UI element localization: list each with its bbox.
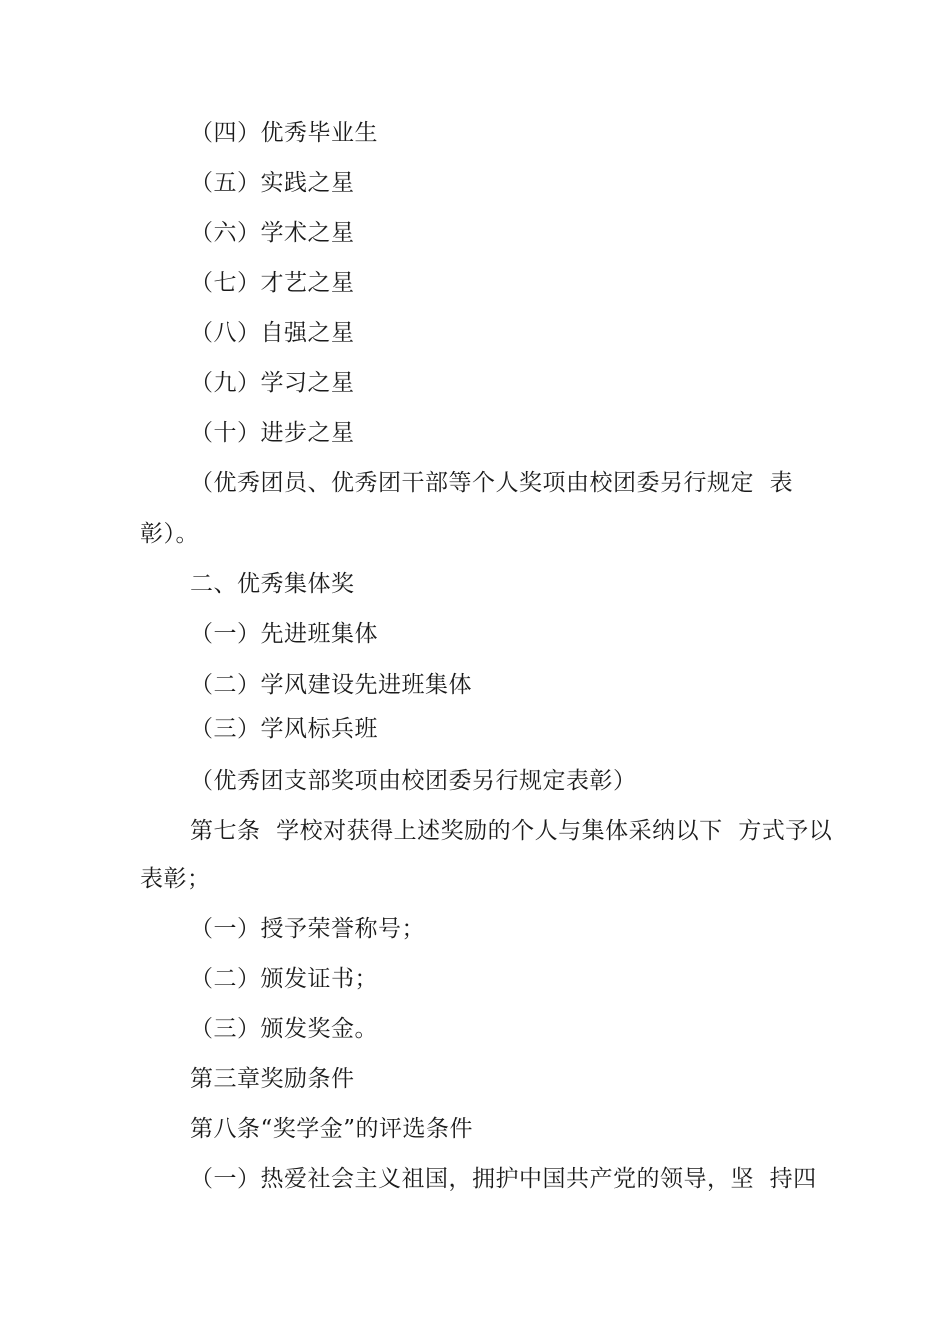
text-line: （一）热爱社会主义祖国，拥护中国共产党的领导，坚 持四 xyxy=(190,1166,817,1192)
article-line: 第八条“奖学金”的评选条件 xyxy=(190,1116,474,1142)
text-line: （九）学习之星 xyxy=(190,370,355,396)
text-line: （七）才艺之星 xyxy=(190,270,355,296)
text-line: 彰）。 xyxy=(140,521,199,547)
chapter-heading: 第三章奖励条件 xyxy=(190,1066,355,1092)
section-heading: 二、优秀集体奖 xyxy=(190,571,355,597)
text-line: （四）优秀毕业生 xyxy=(190,120,378,146)
text-line: （五）实践之星 xyxy=(190,170,355,196)
text-line: （三）学风标兵班 xyxy=(190,716,378,742)
text-line: （十）进步之星 xyxy=(190,420,355,446)
article-line: 第七条 学校对获得上述奖励的个人与集体采纳以下 方式予以 xyxy=(190,818,833,844)
text-line: （二）学风建设先进班集体 xyxy=(190,672,472,698)
text-line: （八）自强之星 xyxy=(190,320,355,346)
text-line: （一）先进班集体 xyxy=(190,621,378,647)
text-line: （一）授予荣誉称号； xyxy=(190,916,425,942)
text-line: （优秀团员、优秀团干部等个人奖项由校团委另行规定 表 xyxy=(190,470,794,496)
text-line: （二）颁发证书； xyxy=(190,966,378,992)
text-line: 表彰； xyxy=(140,866,211,892)
text-line: （优秀团支部奖项由校团委另行规定表彰） xyxy=(190,768,637,794)
text-line: （六）学术之星 xyxy=(190,220,355,246)
text-line: （三）颁发奖金。 xyxy=(190,1016,378,1042)
